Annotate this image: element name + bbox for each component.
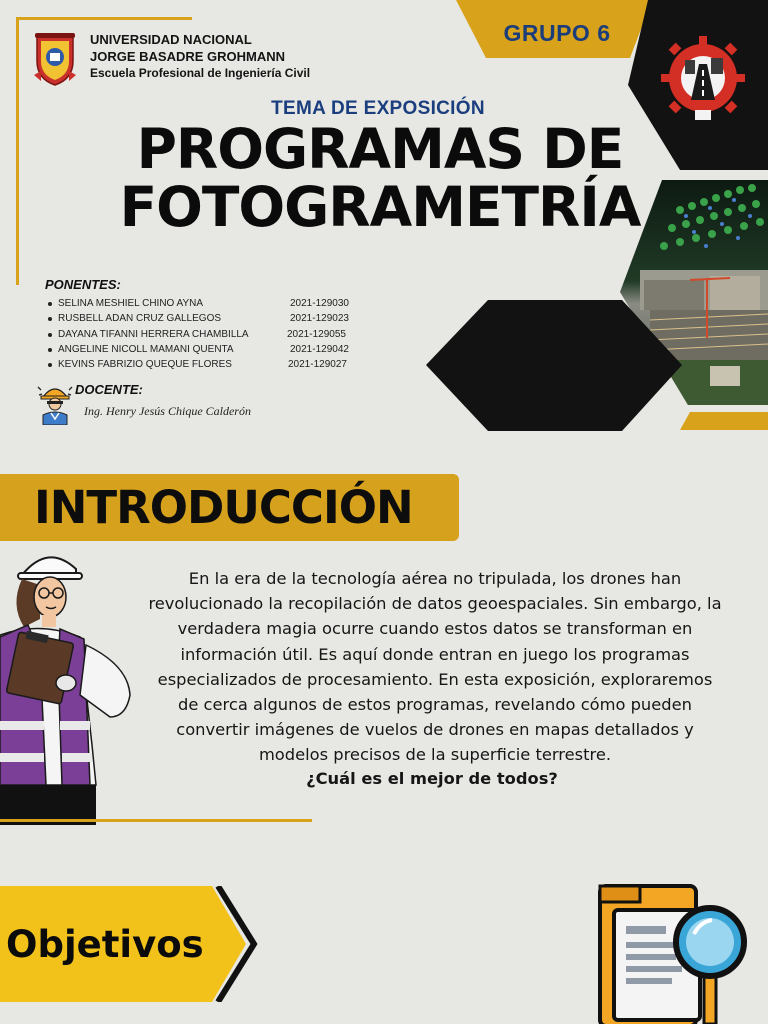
- intro-title: INTRODUCCIÓN: [34, 481, 413, 534]
- intro-question: ¿Cuál es el mejor de todos?: [306, 769, 558, 788]
- ponente-code: 2021-129042: [290, 343, 349, 355]
- ponente-item: [46, 312, 376, 327]
- university-crest-icon: [33, 31, 77, 87]
- intro-line: verdadera magia ocurre cuando estos datos se transforman en: [177, 619, 693, 639]
- black-hexagon-middle: [426, 300, 682, 431]
- topic-label: TEMA DE EXPOSICIÓN: [271, 98, 485, 119]
- title-line-2: FOTOGRAMETRÍA: [119, 175, 641, 239]
- intro-paragraph: [132, 566, 738, 768]
- ponente-item: [46, 297, 376, 312]
- ponente-code: 2021-129055: [287, 328, 346, 340]
- intro-line: revolucionado la recopilación de datos geoespaciales. Sin embargo, la: [148, 594, 722, 614]
- ponente-name: RUSBELL ADAN CRUZ GALLEGOS: [58, 313, 222, 325]
- docente-label: DOCENTE:: [75, 382, 143, 397]
- ponente-item: [46, 328, 376, 343]
- ponente-name: ANGELINE NICOLL MAMANI QUENTA: [58, 343, 234, 355]
- ingenieria-civil-gear-icon: [655, 32, 751, 128]
- ponentes-label: PONENTES:: [45, 277, 121, 292]
- document-magnifier-icon: [596, 880, 756, 1024]
- engineer-avatar-icon: [37, 383, 73, 425]
- page-title: [100, 117, 660, 239]
- intro-line: modelos precisos de la superficie terrestre.: [258, 745, 612, 765]
- intro-line: de cerca algunos de estos programas, revelando cómo pueden: [178, 695, 692, 715]
- ponente-item: [46, 343, 376, 358]
- university-line-2: JORGE BASADRE GROHMANN: [90, 49, 286, 64]
- group-label: GRUPO 6: [503, 20, 611, 46]
- school-name: Escuela Profesional de Ingeniería Civil: [90, 66, 311, 80]
- ponente-name: DAYANA TIFANNI HERRERA CHAMBILLA: [58, 328, 249, 340]
- intro-line: especializados de procesamiento. En esta exposición, exploraremos: [157, 669, 713, 689]
- ponentes-list: [46, 297, 376, 373]
- gold-accent-bar: [680, 412, 768, 430]
- objetivos-title: Objetivos: [6, 923, 204, 966]
- ponente-code: 2021-129030: [290, 298, 349, 309]
- ponente-code: 2021-129027: [288, 359, 347, 371]
- university-line-1: UNIVERSIDAD NACIONAL: [90, 32, 252, 47]
- intro-line: convertir imágenes de vuelos de drones en mapas detallados y: [176, 720, 694, 740]
- header-frame-left: [16, 17, 19, 285]
- engineer-woman-illustration: [0, 545, 140, 825]
- intro-line: información útil. Es aquí donde entran en juego los programas: [180, 644, 690, 664]
- university-name-block: [90, 31, 310, 82]
- ponente-code: 2021-129023: [290, 313, 349, 325]
- ponente-name: KEVINS FABRIZIO QUEQUE FLORES: [58, 359, 232, 371]
- ponente-item: [46, 358, 376, 373]
- title-line-1: PROGRAMAS DE: [136, 117, 624, 181]
- ponente-name: SELINA MESHIEL CHINO AYNA: [58, 298, 204, 309]
- intro-divider: [0, 819, 312, 822]
- docente-name: Ing. Henry Jesús Chique Calderón: [84, 404, 251, 418]
- intro-line: En la era de la tecnología aérea no tripulada, los drones han: [188, 569, 682, 588]
- header-frame-top: [18, 17, 192, 20]
